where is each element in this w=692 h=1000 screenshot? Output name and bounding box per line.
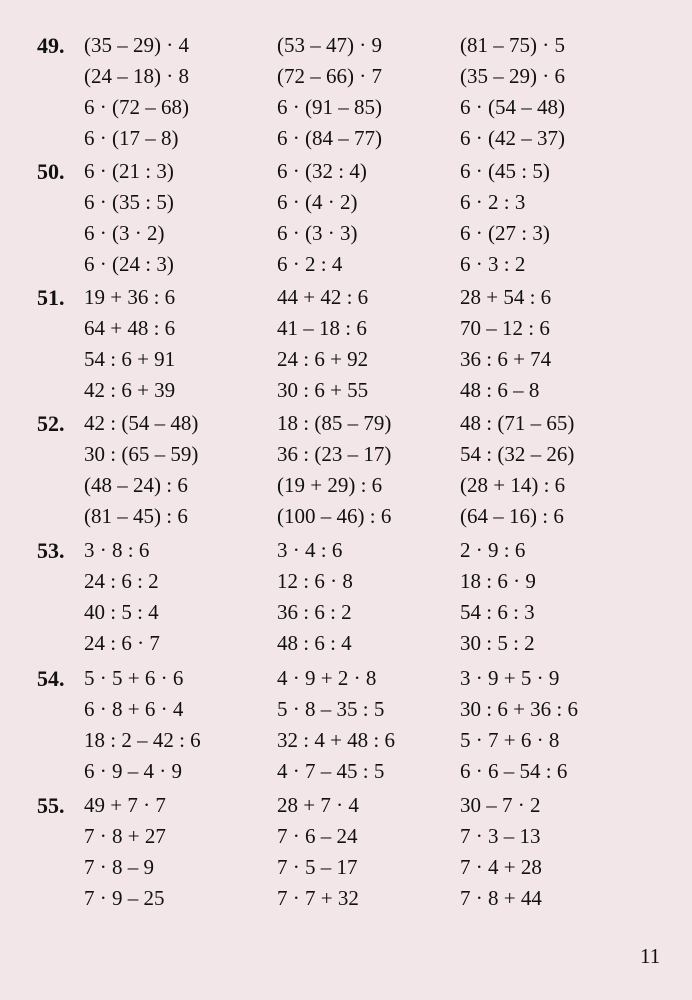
expression: 30 – 7 · 2 [460,793,541,817]
expression-column [460,156,550,280]
expression-column [277,663,395,787]
expression: 7 · 8 + 44 [460,886,542,910]
expression: 7 · 8 + 27 [84,824,166,848]
expression: 30 : 6 + 55 [277,378,369,402]
expression: 30 : (65 – 59) [84,442,199,466]
expression: 5 · 7 + 6 · 8 [460,728,560,752]
expression: 41 – 18 : 6 [277,316,367,340]
expression: (19 + 29) : 6 [277,473,383,497]
expression: 24 : 6 + 92 [277,347,369,371]
expression: 19 + 36 : 6 [84,285,176,309]
expression: 6 · 2 : 3 [460,190,526,214]
expression: 30 : 5 : 2 [460,631,535,655]
expression-column [84,282,175,406]
expression: (72 – 66) · 7 [277,64,382,88]
exercise-55 [0,790,692,914]
expression: 2 · 9 : 6 [460,538,526,562]
expression: 40 : 5 : 4 [84,600,159,624]
expression-column [84,535,160,659]
exercise-54 [0,663,692,787]
expression: 6 · (84 – 77) [277,126,382,150]
expression: 64 + 48 : 6 [84,316,176,340]
expression: 6 · 3 : 2 [460,252,526,276]
expression: 6 · (3 · 2) [84,221,165,245]
exercise-number: 49. [37,33,65,58]
expression: 6 · 8 + 6 · 4 [84,697,184,721]
expression: 6 · (32 : 4) [277,159,367,183]
expression: 3 · 4 : 6 [277,538,343,562]
expression: (24 – 18) · 8 [84,64,189,88]
expression: 24 : 6 · 7 [84,631,160,655]
expression: 36 : 6 + 74 [460,347,552,371]
expression: 6 · 2 : 4 [277,252,343,276]
expression: 6 · (21 : 3) [84,159,174,183]
expression: (81 – 45) : 6 [84,504,188,528]
expression: 54 : 6 + 91 [84,347,176,371]
expression-column [460,535,536,659]
expression: 6 · 9 – 4 · 9 [84,759,182,783]
expression: 7 · 9 – 25 [84,886,165,910]
expression-column [84,30,189,154]
expression: 7 · 6 – 24 [277,824,358,848]
expression: (48 – 24) : 6 [84,473,188,497]
page-number: 11 [640,944,661,968]
expression: 36 : 6 : 2 [277,600,352,624]
exercise-number: 54. [37,666,65,691]
expression: 42 : (54 – 48) [84,411,199,435]
exercise-number: 50. [37,159,65,184]
expression: 54 : (32 – 26) [460,442,575,466]
expression: 44 + 42 : 6 [277,285,369,309]
expression: 30 : 6 + 36 : 6 [460,697,579,721]
expression-column [277,408,391,532]
expression: 18 : 2 – 42 : 6 [84,728,201,752]
expression-column [460,790,542,914]
expression: (35 – 29) · 6 [460,64,565,88]
expression: 24 : 6 : 2 [84,569,159,593]
expression: 28 + 7 · 4 [277,793,359,817]
expression: 7 · 3 – 13 [460,824,541,848]
expression: (100 – 46) : 6 [277,504,392,528]
expression: 6 · (24 : 3) [84,252,174,276]
expression: 48 : 6 – 8 [460,378,540,402]
expression: 48 : 6 : 4 [277,631,352,655]
expression-column [84,156,174,280]
expression: 28 + 54 : 6 [460,285,552,309]
expression: 7 · 4 + 28 [460,855,542,879]
expression: (35 – 29) · 4 [84,33,189,57]
expression: 7 · 7 + 32 [277,886,359,910]
expression: 12 : 6 · 8 [277,569,353,593]
exercise-51 [0,282,692,406]
expression: 18 : 6 · 9 [460,569,536,593]
expression-column [277,30,382,154]
expression-column [84,408,198,532]
expression: 48 : (71 – 65) [460,411,575,435]
expression: (81 – 75) · 5 [460,33,565,57]
expression: 7 · 5 – 17 [277,855,358,879]
expression: 32 : 4 + 48 : 6 [277,728,396,752]
expression: 3 · 9 + 5 · 9 [460,666,560,690]
expression: 6 · (35 : 5) [84,190,174,214]
expression: 6 · (4 · 2) [277,190,358,214]
expression: 6 · (91 – 85) [277,95,382,119]
expression-column [84,790,166,914]
expression: 54 : 6 : 3 [460,600,535,624]
expression: 4 · 9 + 2 · 8 [277,666,377,690]
expression: 6 · (42 – 37) [460,126,565,150]
expression: 6 · (27 : 3) [460,221,550,245]
expression-column [460,30,565,154]
expression: 5 · 5 + 6 · 6 [84,666,184,690]
expression: 70 – 12 : 6 [460,316,550,340]
exercise-49 [0,30,692,154]
expression: 7 · 8 – 9 [84,855,154,879]
expression: 3 · 8 : 6 [84,538,150,562]
expression-column [84,663,201,787]
expression: 18 : (85 – 79) [277,411,392,435]
expression: (64 – 16) : 6 [460,504,564,528]
expression: (28 + 14) : 6 [460,473,566,497]
expression-column [277,790,359,914]
exercise-50 [0,156,692,280]
expression: 42 : 6 + 39 [84,378,176,402]
exercise-number: 55. [37,793,65,818]
exercise-number: 53. [37,538,65,563]
expression: 5 · 8 – 35 : 5 [277,697,385,721]
exercise-52 [0,408,692,532]
expression-column [277,156,367,280]
expression: 6 · (72 – 68) [84,95,189,119]
exercise-number: 51. [37,285,65,310]
expression-column [460,408,574,532]
expression-column [277,282,368,406]
exercise-number: 52. [37,411,65,436]
exercise-53 [0,535,692,659]
expression: 6 · 6 – 54 : 6 [460,759,568,783]
expression: 49 + 7 · 7 [84,793,166,817]
expression-column [277,535,353,659]
expression: 4 · 7 – 45 : 5 [277,759,385,783]
expression: 6 · (54 – 48) [460,95,565,119]
expression: 36 : (23 – 17) [277,442,392,466]
expression: 6 · (45 : 5) [460,159,550,183]
expression-column [460,282,551,406]
expression: 6 · (17 – 8) [84,126,179,150]
expression: (53 – 47) · 9 [277,33,382,57]
expression-column [460,663,578,787]
expression: 6 · (3 · 3) [277,221,358,245]
